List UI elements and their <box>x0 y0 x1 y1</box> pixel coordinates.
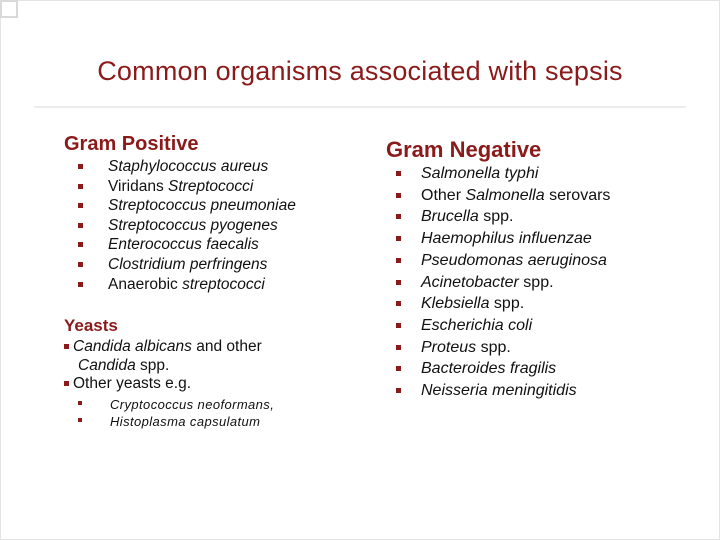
organism-name: Viridans <box>108 177 169 195</box>
square-bullet-icon <box>396 171 401 176</box>
slide-title: Common organisms associated with sepsis <box>97 56 623 86</box>
organism-name: Escherichia coli <box>421 316 533 334</box>
organism-name: Proteus <box>421 338 477 356</box>
yeast-examples-list <box>78 396 274 430</box>
square-bullet-icon <box>64 381 69 386</box>
list-item <box>396 250 610 272</box>
list-item <box>396 337 610 359</box>
organism-name: Brucella <box>421 208 479 226</box>
organism-name: Anaerobic <box>108 275 183 293</box>
yeasts-heading: Yeasts <box>64 316 118 335</box>
yeast-text: spp. <box>135 356 170 374</box>
gram-negative-list <box>396 163 610 402</box>
organism-name: Streptococcus pneumoniae <box>108 197 296 215</box>
organism-name: spp. <box>478 208 514 226</box>
yeasts-text <box>64 338 262 394</box>
organism-name: spp. <box>518 273 554 291</box>
square-bullet-icon <box>78 401 82 405</box>
organism-name: Streptococci <box>168 177 254 195</box>
list-item <box>396 358 610 380</box>
title-divider <box>34 106 686 108</box>
yeast-species: Candida albicans <box>73 338 192 355</box>
square-bullet-icon <box>396 258 401 263</box>
organism-name: Clostridium perfringens <box>108 255 268 273</box>
square-bullet-icon <box>78 184 83 189</box>
list-item <box>396 163 610 185</box>
organism-name: serovars <box>544 186 611 204</box>
organism-name: Enterococcus faecalis <box>108 236 259 254</box>
yeast-example: Histoplasma capsulatum <box>110 414 261 429</box>
square-bullet-icon <box>78 223 83 228</box>
square-bullet-icon <box>396 345 401 350</box>
list-item <box>396 380 610 402</box>
list-item <box>78 255 296 275</box>
organism-name: Klebsiella <box>421 295 490 313</box>
square-bullet-icon <box>78 418 82 422</box>
yeast-genus: Candida <box>78 356 136 374</box>
square-bullet-icon <box>396 301 401 306</box>
yeast-text: and other <box>191 338 262 355</box>
organism-name: Neisseria meningitidis <box>421 382 577 400</box>
yeast-line-candida <box>64 338 262 357</box>
organism-name: Salmonella <box>465 186 545 204</box>
square-bullet-icon <box>78 262 83 267</box>
organism-name: streptococci <box>182 275 265 293</box>
organism-name: spp. <box>489 295 525 313</box>
list-item <box>78 196 296 216</box>
organism-name: Acinetobacter <box>421 273 519 291</box>
organism-name: spp. <box>476 338 511 356</box>
organism-name: Bacteroides fragilis <box>421 360 557 378</box>
square-bullet-icon <box>78 242 83 247</box>
list-item <box>396 206 610 228</box>
organism-name: Streptococcus pyogenes <box>108 216 278 234</box>
gram-positive-heading: Gram Positive <box>64 133 199 155</box>
list-item <box>78 157 296 177</box>
yeast-line-other <box>64 375 262 394</box>
square-bullet-icon <box>64 344 69 349</box>
square-bullet-icon <box>396 236 401 241</box>
list-item <box>78 396 274 413</box>
yeast-example: Cryptococcus neoformans, <box>110 397 275 412</box>
square-bullet-icon <box>78 282 83 287</box>
square-bullet-icon <box>396 388 401 393</box>
list-item <box>78 235 296 255</box>
list-item <box>78 413 274 430</box>
organism-name: Haemophilus influenzae <box>421 230 592 248</box>
organism-name: Salmonella typhi <box>421 165 539 182</box>
yeast-line-candida-spp <box>64 357 262 376</box>
square-bullet-icon <box>78 203 83 208</box>
square-bullet-icon <box>396 280 401 285</box>
square-bullet-icon <box>396 366 401 371</box>
yeast-text: Other yeasts e.g. <box>73 375 192 392</box>
corner-square-decoration <box>0 0 18 18</box>
organism-name: Staphylococcus aureus <box>108 158 269 175</box>
list-item <box>78 216 296 236</box>
list-item <box>78 275 296 295</box>
gram-positive-list <box>78 157 296 294</box>
square-bullet-icon <box>396 323 401 328</box>
list-item <box>396 293 610 315</box>
list-item <box>78 177 296 197</box>
square-bullet-icon <box>396 214 401 219</box>
list-item <box>396 315 610 337</box>
list-item <box>396 185 610 207</box>
list-item <box>396 272 610 294</box>
gram-negative-heading: Gram Negative <box>386 137 542 162</box>
square-bullet-icon <box>396 193 401 198</box>
organism-name: Pseudomonas aeruginosa <box>421 251 607 269</box>
square-bullet-icon <box>78 164 83 169</box>
list-item <box>396 228 610 250</box>
organism-name: Other <box>421 186 466 204</box>
